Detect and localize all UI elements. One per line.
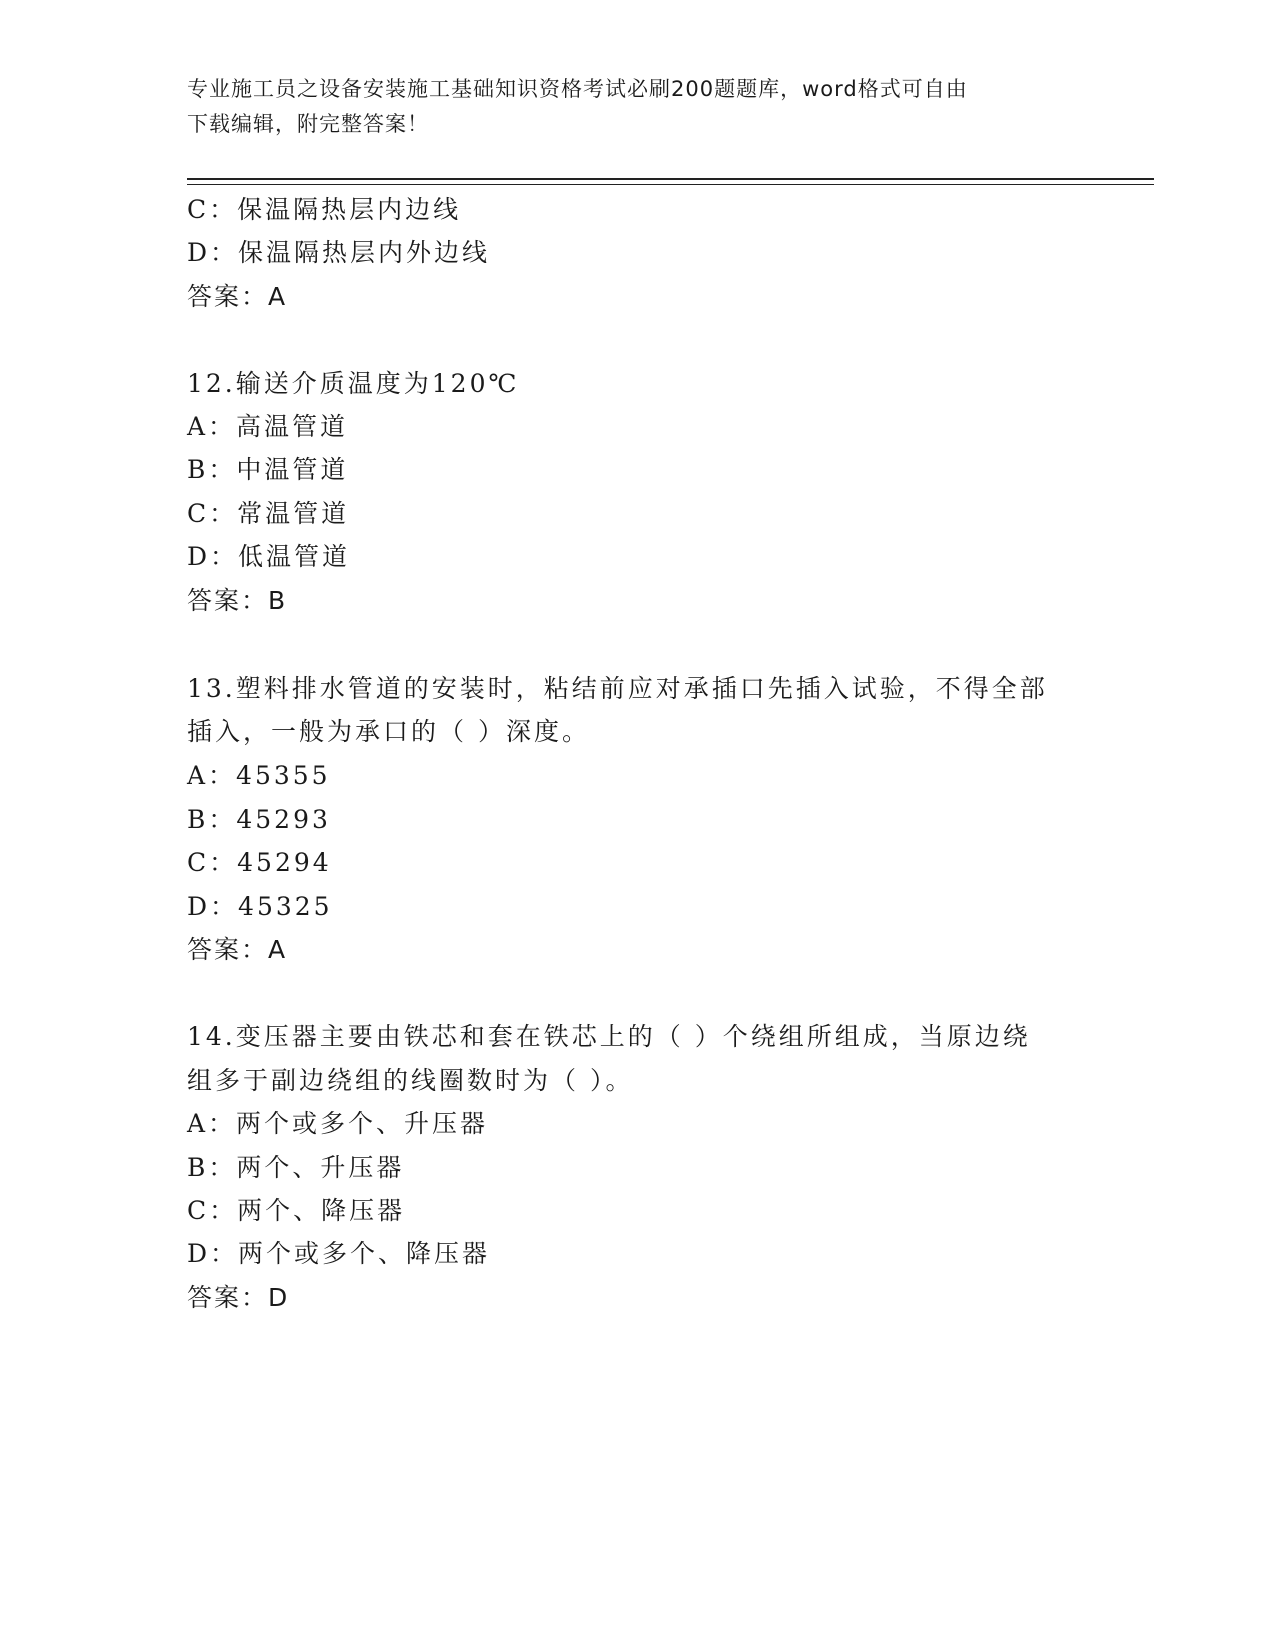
q12-option-c: C：常温管道 [187, 499, 350, 528]
q12-option-b: B：中温管道 [187, 455, 349, 484]
q13-option-c: C：45294 [187, 848, 332, 877]
header-line-1: 专业施工员之设备安装施工基础知识资格考试必刷200题题库，word格式可自由 [187, 77, 968, 101]
q11-answer: 答案：A [187, 282, 288, 311]
q12-option-a: A：高温管道 [187, 412, 349, 441]
q13-question-line-2: 插入，一般为承口的（ ）深度。 [187, 717, 590, 746]
q14-option-d: D：两个或多个、降压器 [187, 1239, 491, 1268]
q11-option-d: D：保温隔热层内外边线 [187, 238, 491, 267]
q14-option-b: B：两个、升压器 [187, 1153, 405, 1182]
q13-option-d: D：45325 [187, 892, 333, 921]
q14-answer: 答案：D [187, 1283, 290, 1312]
header-divider-thin [187, 184, 1154, 185]
q14-option-c: C：两个、降压器 [187, 1196, 406, 1225]
q12-question: 12.输送介质温度为120℃ [187, 369, 520, 398]
q12-answer: 答案：B [187, 586, 288, 615]
q13-question-line-1: 13.塑料排水管道的安装时，粘结前应对承插口先插入试验，不得全部 [187, 674, 1048, 703]
q14-question-line-1: 14.变压器主要由铁芯和套在铁芯上的（ ）个绕组所组成，当原边绕 [187, 1022, 1031, 1051]
q11-option-c: C：保温隔热层内边线 [187, 195, 462, 224]
q13-option-b: B：45293 [187, 805, 331, 834]
q13-answer: 答案：A [187, 935, 288, 964]
header-line-2: 下载编辑，附完整答案！ [187, 112, 429, 136]
q13-option-a: A：45355 [187, 761, 331, 790]
q12-option-d: D：低温管道 [187, 542, 351, 571]
q14-option-a: A：两个或多个、升压器 [187, 1109, 489, 1138]
header-divider-thick [187, 178, 1154, 180]
document-header [187, 72, 1087, 142]
q14-question-line-2: 组多于副边绕组的线圈数时为（ ）。 [187, 1066, 634, 1095]
